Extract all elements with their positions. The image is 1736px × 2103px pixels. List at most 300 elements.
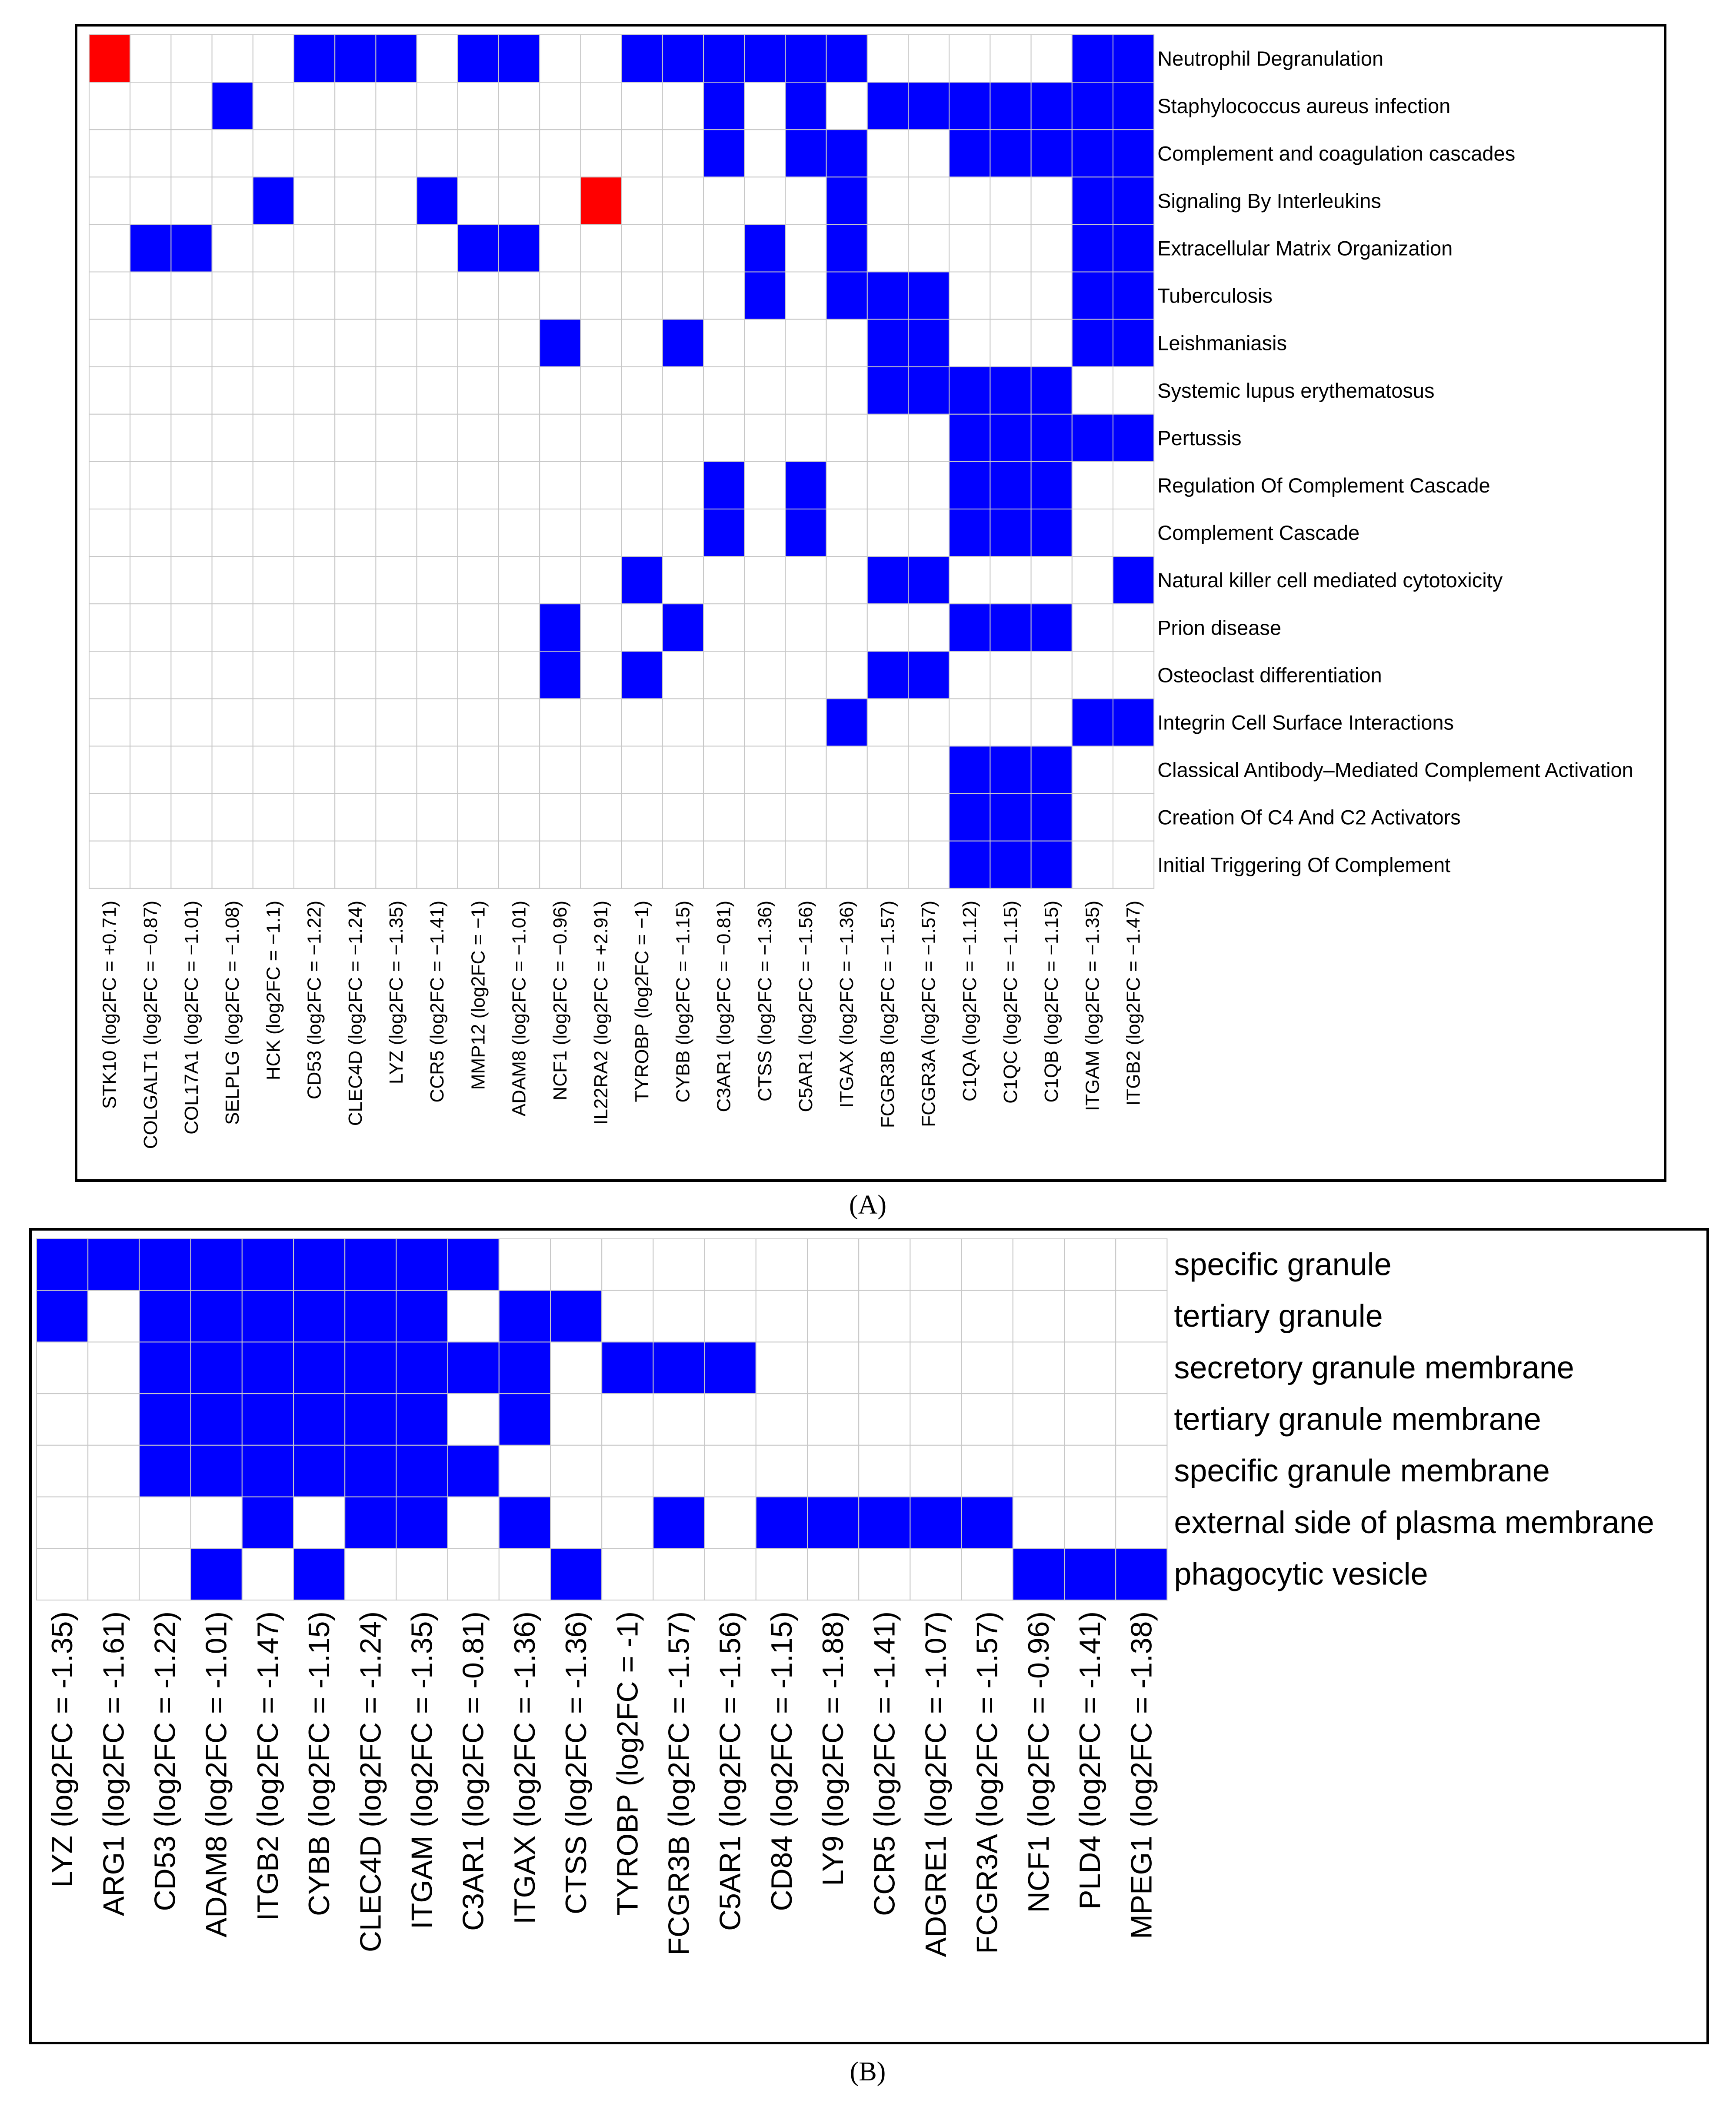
heatmap-cell [417, 367, 458, 414]
heatmap-cell [37, 1291, 88, 1342]
heatmap-cell [253, 841, 294, 888]
column-label: ADAM8 (log2FC = -1.01) [200, 1611, 233, 1938]
heatmap-cell [962, 1394, 1013, 1445]
heatmap-cell [867, 699, 908, 746]
row-label: Signaling By Interleukins [1157, 189, 1381, 213]
row-label: Extracellular Matrix Organization [1157, 236, 1453, 260]
heatmap-cell [417, 224, 458, 272]
heatmap-cell [253, 462, 294, 509]
column-label: C1QA (log2FC = −1.12) [959, 900, 980, 1102]
heatmap-cell [1113, 604, 1154, 651]
heatmap-cell [1116, 1497, 1167, 1549]
heatmap-cell [949, 746, 990, 794]
heatmap-cell [867, 651, 908, 699]
heatmap-cell [602, 1548, 653, 1600]
heatmap-cell [705, 1497, 756, 1549]
heatmap-cell [499, 224, 540, 272]
heatmap-cell [130, 462, 171, 509]
heatmap-cell [335, 130, 376, 177]
heatmap-cell [212, 794, 253, 841]
heatmap-cell [171, 177, 212, 224]
heatmap-cell [171, 794, 212, 841]
row-label: Tuberculosis [1157, 284, 1273, 307]
heatmap-cell [345, 1445, 396, 1497]
heatmap-cell [663, 841, 703, 888]
heatmap-cell [1072, 841, 1113, 888]
heatmap-cell [139, 1497, 190, 1549]
heatmap-cell [580, 319, 621, 367]
column-label: ITGB2 (log2FC = −1.47) [1123, 900, 1144, 1106]
heatmap-cell [703, 130, 744, 177]
heatmap-cell [744, 82, 785, 130]
heatmap-cell [949, 651, 990, 699]
heatmap-cell [705, 1394, 756, 1445]
heatmap-cell [1113, 177, 1154, 224]
heatmap-cell [663, 651, 703, 699]
heatmap-cell [622, 651, 663, 699]
column-label: MPEG1 (log2FC = -1.38) [1125, 1611, 1158, 1939]
row-label: Integrin Cell Surface Interactions [1157, 711, 1454, 734]
heatmap-cell [335, 651, 376, 699]
heatmap-cell [990, 177, 1031, 224]
heatmap-cell [756, 1342, 807, 1394]
heatmap-cell [826, 414, 867, 462]
heatmap-cell [580, 224, 621, 272]
heatmap-cell [580, 367, 621, 414]
heatmap-cell [448, 1394, 499, 1445]
heatmap-cell [807, 1291, 859, 1342]
heatmap-cell [37, 1394, 88, 1445]
heatmap-cell [1031, 509, 1072, 556]
heatmap-cell [499, 414, 540, 462]
heatmap-cell [826, 35, 867, 82]
column-label: ADGRE1 (log2FC = -1.07) [919, 1611, 953, 1957]
heatmap-cell [622, 794, 663, 841]
heatmap-cell [89, 604, 130, 651]
row-label: Prion disease [1157, 616, 1281, 639]
column-label: FCGR3B (log2FC = -1.57) [662, 1611, 696, 1956]
row-label: Classical Antibody–Mediated Complement Activation [1157, 758, 1633, 782]
heatmap-cell [499, 556, 540, 604]
heatmap-cell [345, 1291, 396, 1342]
heatmap-cell [990, 224, 1031, 272]
heatmap-cell [335, 794, 376, 841]
heatmap-cell [580, 35, 621, 82]
heatmap-cell [499, 1291, 550, 1342]
heatmap-cell [212, 367, 253, 414]
heatmap-cell [1064, 1394, 1116, 1445]
heatmap-cell [396, 1291, 447, 1342]
heatmap-cell [653, 1291, 704, 1342]
heatmap-cell [785, 130, 826, 177]
heatmap-cell [990, 699, 1031, 746]
heatmap-cell [826, 604, 867, 651]
heatmap-cell [1116, 1394, 1167, 1445]
row-label: Osteoclast differentiation [1157, 663, 1382, 687]
heatmap-cell [1064, 1548, 1116, 1600]
heatmap-cell [1072, 509, 1113, 556]
column-label: CTSS (log2FC = −1.36) [754, 900, 776, 1102]
heatmap-cell [1072, 746, 1113, 794]
heatmap-cell [949, 462, 990, 509]
heatmap-cell [1113, 82, 1154, 130]
heatmap-cell [703, 367, 744, 414]
heatmap-cell [859, 1497, 910, 1549]
heatmap-cell [376, 272, 417, 319]
heatmap-cell [908, 794, 949, 841]
heatmap-cell [540, 509, 580, 556]
heatmap-cell [663, 35, 703, 82]
heatmap-cell [785, 462, 826, 509]
heatmap-cell [345, 1497, 396, 1549]
heatmap-cell [785, 841, 826, 888]
heatmap-cell [396, 1342, 447, 1394]
heatmap-cell [744, 509, 785, 556]
heatmap-cell [826, 177, 867, 224]
heatmap-cell [458, 130, 499, 177]
heatmap-cell [1013, 1394, 1064, 1445]
heatmap-cell [1031, 746, 1072, 794]
heatmap-cell [242, 1291, 293, 1342]
heatmap-cell [335, 699, 376, 746]
heatmap-cell [622, 462, 663, 509]
heatmap-cell [785, 224, 826, 272]
heatmap-cell [962, 1445, 1013, 1497]
heatmap-cell [908, 319, 949, 367]
heatmap-cell [212, 699, 253, 746]
heatmap-cell [990, 130, 1031, 177]
row-label: Neutrophil Degranulation [1157, 47, 1384, 70]
heatmap-cell [499, 319, 540, 367]
heatmap-cell [191, 1239, 242, 1291]
panel-b-cells [37, 1239, 1167, 1600]
row-label: phagocytic vesicle [1174, 1557, 1428, 1592]
heatmap-cell [859, 1239, 910, 1291]
heatmap-cell [1031, 82, 1072, 130]
heatmap-cell [293, 1548, 345, 1600]
heatmap-cell [458, 604, 499, 651]
heatmap-cell [212, 414, 253, 462]
heatmap-cell [540, 414, 580, 462]
heatmap-cell [253, 224, 294, 272]
heatmap-cell [703, 177, 744, 224]
column-label: C5AR1 (log2FC = −1.56) [795, 900, 816, 1112]
heatmap-cell [602, 1445, 653, 1497]
row-label: Systemic lupus erythematosus [1157, 379, 1435, 402]
heatmap-cell [130, 746, 171, 794]
heatmap-cell [1072, 414, 1113, 462]
heatmap-cell [376, 224, 417, 272]
heatmap-cell [448, 1548, 499, 1600]
heatmap-cell [990, 794, 1031, 841]
heatmap-cell [335, 556, 376, 604]
heatmap-cell [540, 177, 580, 224]
heatmap-cell [335, 462, 376, 509]
heatmap-cell [1072, 699, 1113, 746]
heatmap-cell [458, 509, 499, 556]
heatmap-cell [293, 1239, 345, 1291]
heatmap-cell [949, 177, 990, 224]
heatmap-cell [550, 1548, 602, 1600]
heatmap-cell [744, 651, 785, 699]
heatmap-cell [242, 1239, 293, 1291]
heatmap-cell [990, 462, 1031, 509]
row-label: Natural killer cell mediated cytotoxicity [1157, 569, 1503, 592]
heatmap-cell [89, 651, 130, 699]
heatmap-cell [1072, 367, 1113, 414]
heatmap-cell [1031, 794, 1072, 841]
heatmap-cell [990, 556, 1031, 604]
heatmap-cell [458, 651, 499, 699]
heatmap-cell [345, 1342, 396, 1394]
row-label: tertiary granule [1174, 1299, 1383, 1334]
heatmap-cell [458, 746, 499, 794]
heatmap-cell [253, 556, 294, 604]
heatmap-cell [622, 746, 663, 794]
heatmap-cell [867, 414, 908, 462]
heatmap-cell [1031, 224, 1072, 272]
heatmap-cell [744, 556, 785, 604]
heatmap-cell [908, 556, 949, 604]
heatmap-cell [458, 272, 499, 319]
column-label: CLEC4D (log2FC = −1.24) [344, 900, 366, 1126]
heatmap-cell [294, 509, 335, 556]
heatmap-cell [253, 319, 294, 367]
heatmap-cell [744, 462, 785, 509]
heatmap-cell [663, 462, 703, 509]
heatmap-cell [293, 1445, 345, 1497]
heatmap-cell [1064, 1497, 1116, 1549]
heatmap-cell [1116, 1291, 1167, 1342]
heatmap-cell [859, 1445, 910, 1497]
heatmap-cell [253, 699, 294, 746]
heatmap-cell [335, 272, 376, 319]
heatmap-cell [417, 177, 458, 224]
heatmap-cell [212, 130, 253, 177]
heatmap-cell [171, 604, 212, 651]
heatmap-cell [756, 1394, 807, 1445]
panel-b-label: (B) [850, 2057, 886, 2086]
heatmap-cell [705, 1291, 756, 1342]
heatmap-cell [580, 794, 621, 841]
heatmap-cell [130, 556, 171, 604]
heatmap-cell [663, 319, 703, 367]
heatmap-cell [1113, 509, 1154, 556]
heatmap-cell [253, 177, 294, 224]
heatmap-cell [448, 1497, 499, 1549]
heatmap-cell [826, 509, 867, 556]
heatmap-cell [335, 224, 376, 272]
heatmap-cell [253, 130, 294, 177]
heatmap-cell [458, 462, 499, 509]
panel-a-column-labels [99, 901, 1144, 1149]
panel-a-cells [89, 35, 1154, 888]
heatmap-cell [622, 82, 663, 130]
heatmap-cell [1113, 651, 1154, 699]
heatmap-cell [1113, 367, 1154, 414]
heatmap-cell [990, 604, 1031, 651]
heatmap-cell [242, 1445, 293, 1497]
heatmap-cell [622, 177, 663, 224]
heatmap-cell [417, 462, 458, 509]
heatmap-cell [703, 82, 744, 130]
heatmap-cell [908, 177, 949, 224]
heatmap-cell [88, 1394, 139, 1445]
heatmap-cell [580, 604, 621, 651]
heatmap-cell [908, 509, 949, 556]
heatmap-cell [89, 367, 130, 414]
heatmap-cell [335, 604, 376, 651]
heatmap-cell [867, 746, 908, 794]
heatmap-cell [212, 746, 253, 794]
heatmap-cell [1072, 651, 1113, 699]
heatmap-cell [807, 1497, 859, 1549]
heatmap-cell [949, 130, 990, 177]
heatmap-cell [376, 414, 417, 462]
heatmap-cell [990, 509, 1031, 556]
heatmap-cell [253, 414, 294, 462]
heatmap-cell [826, 272, 867, 319]
heatmap-cell [171, 224, 212, 272]
heatmap-cell [294, 82, 335, 130]
heatmap-cell [908, 224, 949, 272]
heatmap-cell [580, 651, 621, 699]
heatmap-cell [807, 1394, 859, 1445]
heatmap-cell [171, 462, 212, 509]
heatmap-cell [602, 1291, 653, 1342]
heatmap-cell [949, 35, 990, 82]
heatmap-cell [622, 272, 663, 319]
heatmap-cell [703, 699, 744, 746]
heatmap-cell [867, 319, 908, 367]
heatmap-cell [171, 272, 212, 319]
heatmap-cell [376, 82, 417, 130]
heatmap-cell [417, 35, 458, 82]
heatmap-cell [744, 319, 785, 367]
heatmap-cell [293, 1291, 345, 1342]
heatmap-cell [130, 651, 171, 699]
column-label: HCK (log2FC = −1.1) [263, 900, 284, 1081]
heatmap-cell [1116, 1548, 1167, 1600]
heatmap-cell [294, 414, 335, 462]
column-label: ITGAX (log2FC = -1.36) [508, 1611, 541, 1924]
heatmap-cell [663, 82, 703, 130]
heatmap-cell [458, 319, 499, 367]
column-label: FCGR3A (log2FC = −1.57) [918, 900, 940, 1127]
column-label: COLGALT1 (log2FC = −0.87) [140, 900, 161, 1149]
heatmap-cell [962, 1548, 1013, 1600]
heatmap-cell [908, 367, 949, 414]
heatmap-cell [376, 130, 417, 177]
heatmap-cell [580, 82, 621, 130]
heatmap-cell [990, 35, 1031, 82]
heatmap-cell [294, 319, 335, 367]
heatmap-cell [807, 1548, 859, 1600]
heatmap-cell [1013, 1445, 1064, 1497]
heatmap-cell [785, 794, 826, 841]
heatmap-cell [785, 414, 826, 462]
heatmap-cell [622, 319, 663, 367]
heatmap-cell [417, 272, 458, 319]
heatmap-cell [499, 1342, 550, 1394]
heatmap-cell [130, 604, 171, 651]
heatmap-cell [376, 651, 417, 699]
heatmap-cell [1072, 130, 1113, 177]
heatmap-cell [867, 82, 908, 130]
heatmap-cell [253, 509, 294, 556]
heatmap-cell [622, 130, 663, 177]
column-label: NCF1 (log2FC = -0.96) [1022, 1611, 1055, 1913]
row-label: external side of plasma membrane [1174, 1505, 1654, 1540]
heatmap-cell [756, 1497, 807, 1549]
heatmap-cell [396, 1239, 447, 1291]
heatmap-cell [663, 699, 703, 746]
heatmap-cell [703, 272, 744, 319]
column-label: CD53 (log2FC = −1.22) [303, 900, 325, 1100]
heatmap-cell [1031, 319, 1072, 367]
heatmap-cell [335, 367, 376, 414]
heatmap-cell [744, 794, 785, 841]
heatmap-cell [1031, 130, 1072, 177]
heatmap-cell [550, 1497, 602, 1549]
heatmap-cell [1013, 1291, 1064, 1342]
heatmap-cell [130, 841, 171, 888]
heatmap-cell [1031, 367, 1072, 414]
heatmap-cell [376, 177, 417, 224]
heatmap-cell [550, 1291, 602, 1342]
heatmap-cell [499, 604, 540, 651]
heatmap-cell [139, 1548, 190, 1600]
heatmap-cell [663, 177, 703, 224]
heatmap-cell [949, 272, 990, 319]
heatmap-cell [663, 224, 703, 272]
heatmap-cell [949, 319, 990, 367]
heatmap-cell [1113, 224, 1154, 272]
heatmap-cell [540, 319, 580, 367]
heatmap-cell [550, 1239, 602, 1291]
heatmap-cell [294, 130, 335, 177]
heatmap-cell [908, 130, 949, 177]
heatmap-cell [910, 1497, 961, 1549]
heatmap-cell [867, 462, 908, 509]
heatmap-cell [1031, 177, 1072, 224]
heatmap-cell [867, 35, 908, 82]
heatmap-cell [785, 746, 826, 794]
heatmap-cell [949, 841, 990, 888]
heatmap-cell [653, 1394, 704, 1445]
heatmap-cell [540, 35, 580, 82]
heatmap-cell [130, 272, 171, 319]
heatmap-cell [540, 604, 580, 651]
heatmap-cell [89, 414, 130, 462]
column-label: MMP12 (log2FC = −1) [467, 900, 489, 1090]
heatmap-cell [130, 794, 171, 841]
heatmap-cell [376, 794, 417, 841]
heatmap-cell [171, 509, 212, 556]
heatmap-cell [540, 130, 580, 177]
heatmap-cell [1031, 841, 1072, 888]
heatmap-cell [756, 1239, 807, 1291]
heatmap-cell [171, 841, 212, 888]
heatmap-cell [908, 414, 949, 462]
heatmap-cell [1113, 35, 1154, 82]
heatmap-cell [89, 177, 130, 224]
panel-a-row-labels [1157, 47, 1633, 876]
heatmap-cell [499, 841, 540, 888]
heatmap-cell [540, 651, 580, 699]
heatmap-cell [294, 35, 335, 82]
heatmap-cell [1013, 1342, 1064, 1394]
